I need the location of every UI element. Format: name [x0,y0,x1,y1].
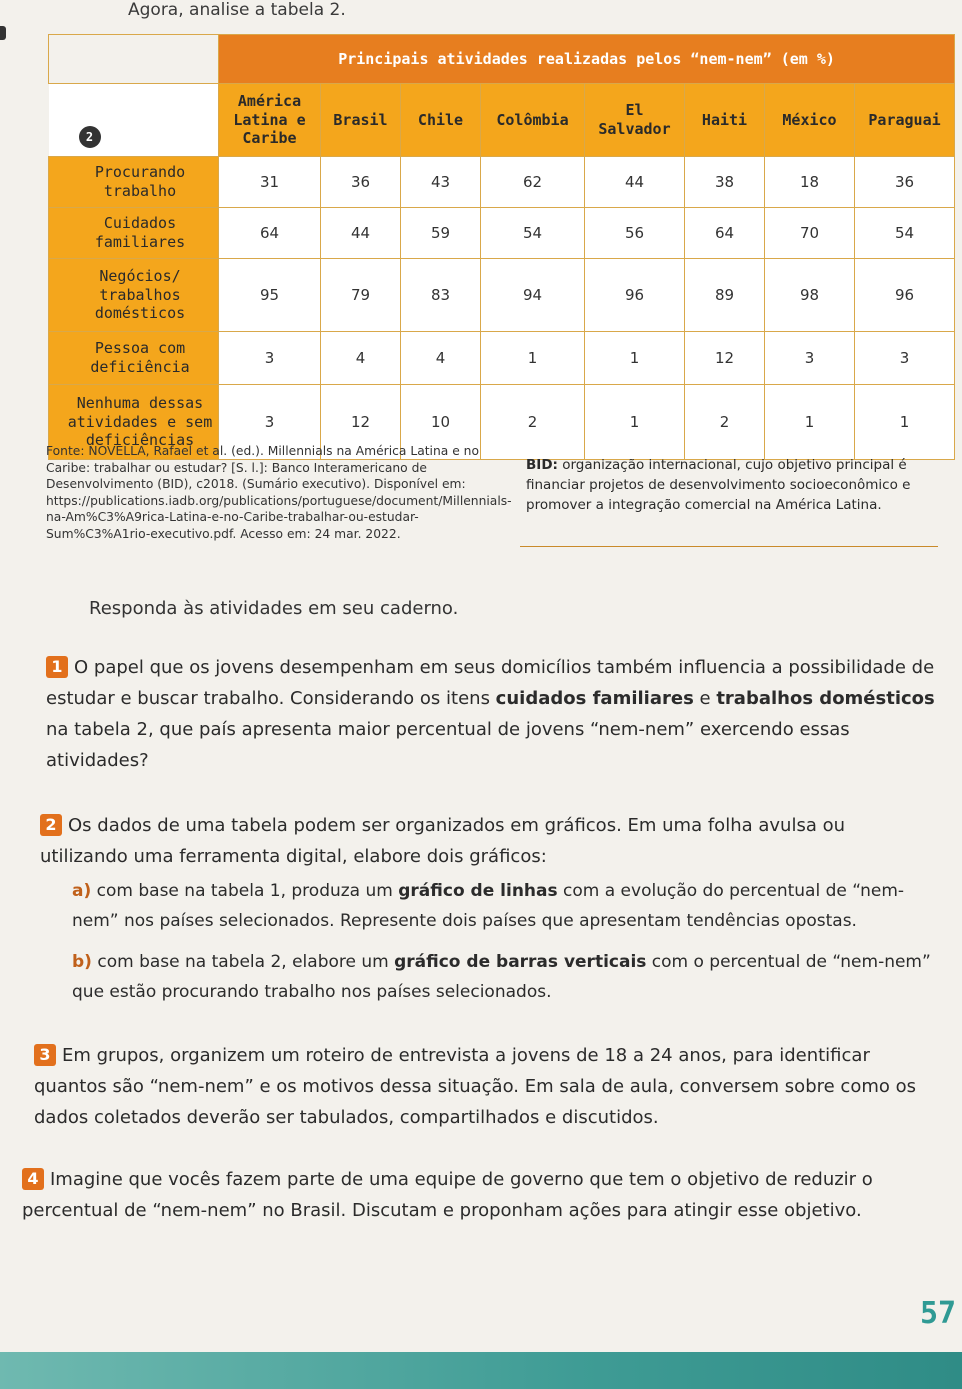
table-cell: 43 [401,157,481,208]
col-header: El Salvador [585,84,685,157]
col-header: Brasil [321,84,401,157]
question-text: e [693,688,717,709]
table-cell: 1 [481,332,585,385]
question-text: Em grupos, organizem um roteiro de entrevista a jovens de 18 a 24 anos, para identificar quantos são “nem-nem” e os motivos dessa situação. Em sala de aula, conversem sobre como os dados coletados deverão ser tabulados, compartilhados e discutidos. [34,1045,916,1128]
table-cell: 56 [585,208,685,259]
bid-glossary-note [526,455,936,515]
question-number-badge: 3 [34,1044,56,1066]
table-cell: 3 [219,332,321,385]
table-cell: 1 [765,385,855,460]
table-cell: 10 [401,385,481,460]
col-header: América Latina e Caribe [219,84,321,157]
table-cell: 89 [685,259,765,332]
table-cell: 36 [855,157,955,208]
table-cell: 1 [585,385,685,460]
col-header: Paraguai [855,84,955,157]
row-header: Pessoa com deficiência [49,332,219,385]
question-text: com a evolução do percentual de “nem-nem” nos países selecionados. Represente dois países que apresentam tendências opostas. [72,881,905,931]
glossary-divider [520,546,938,547]
table-2 [48,34,954,460]
data-table [48,34,955,460]
question-4 [22,1164,950,1226]
question-2b [72,947,940,1007]
question-text: com base na tabela 1, produza um [91,881,399,901]
question-text: Imagine que vocês fazem parte de uma equipe de governo que tem o objetivo de reduzir o percentual de “nem-nem” no Brasil. Discutam e proponham ações para atingir esse objetivo. [22,1169,873,1221]
table-cell: 4 [321,332,401,385]
table-number-badge: 2 [79,126,101,148]
table-cell: 62 [481,157,585,208]
question-keyword: gráfico de linhas [398,881,558,901]
table-source: Fonte: NOVELLA, Rafael et al. (ed.). Millennials na América Latina e no Caribe: trabalhar ou estudar? [S. l.]: Banco Interamericano de Desenvolvimento (BID), c2018. (Sumário executivo). Disponível em: https://publications.iadb.org/publications/portuguese/document/Millennials-na-Am%C3%A9rica-Latina-e-no-Caribe-trabalhar-ou-estudar-Sum%C3%A1rio-executivo.pdf. Acesso em: 24 mar. 2022. [46,444,512,541]
table-row [49,259,955,332]
question-text: na tabela 2, que país apresenta maior percentual de jovens “nem-nem” exercendo essas atividades? [46,719,850,771]
table-cell: 64 [219,208,321,259]
table-cell: 3 [855,332,955,385]
table-cell: 3 [765,332,855,385]
table-cell: 36 [321,157,401,208]
instructions: Responda às atividades em seu caderno. [89,598,459,619]
col-header: México [765,84,855,157]
table-cell: 44 [585,157,685,208]
table-cell: 3 [219,385,321,460]
table-row [49,208,955,259]
table-cell: 79 [321,259,401,332]
question-number-badge: 2 [40,814,62,836]
table-cell: 95 [219,259,321,332]
question-number-badge: 1 [46,656,68,678]
question-text: O papel que os jovens desempenham em seus domicílios também influencia a possibilidade de estudar e buscar trabalho. Considerando os itens [46,657,935,709]
table-cell: 2 [685,385,765,460]
table-cell: 96 [585,259,685,332]
table-cell: 54 [855,208,955,259]
glossary-term: BID: [526,457,558,473]
table-cell: 1 [585,332,685,385]
question-2 [40,810,938,872]
table-cell: 2 [481,385,585,460]
row-header: Procurando trabalho [49,157,219,208]
table-cell: 18 [765,157,855,208]
table-cell: 1 [855,385,955,460]
table-cell: 12 [685,332,765,385]
table-row [49,332,955,385]
col-header: Chile [401,84,481,157]
question-2a [72,876,940,936]
col-header: Colômbia [481,84,585,157]
intro-text: Agora, analise a tabela 2. [128,0,346,20]
table-cell: 38 [685,157,765,208]
row-header: Nenhuma dessas atividades e sem deficiências [49,385,219,460]
table-cell: 44 [321,208,401,259]
table-cell: 4 [401,332,481,385]
table-cell: 31 [219,157,321,208]
question-text: Os dados de uma tabela podem ser organizados em gráficos. Em uma folha avulsa ou utilizando uma ferramenta digital, elabore dois gráficos: [40,815,845,867]
table-cell: 98 [765,259,855,332]
row-header: Cuidados familiares [49,208,219,259]
row-header: Negócios/ trabalhos domésticos [49,259,219,332]
table-title: Principais atividades realizadas pelos “nem-nem” (em %) [219,35,955,84]
question-1 [46,652,938,776]
table-row [49,157,955,208]
question-number-badge: 4 [22,1168,44,1190]
item-letter: b) [72,952,92,972]
page-number: 57 [920,1296,957,1331]
question-3 [34,1040,946,1133]
table-corner [49,84,219,157]
glossary-definition: organização internacional, cujo objetivo principal é financiar projetos de desenvolvimento socioeconômico e promover a integração comercial na América Latina. [526,457,911,513]
question-keyword: cuidados familiares [495,688,694,709]
table-cell: 83 [401,259,481,332]
question-text: com base na tabela 2, elabore um [91,952,395,972]
table-cell: 54 [481,208,585,259]
table-cell: 12 [321,385,401,460]
table-cell: 59 [401,208,481,259]
question-keyword: gráfico de barras verticais [394,952,647,972]
table-cell: 70 [765,208,855,259]
question-text: com o percentual de “nem-nem” que estão procurando trabalho nos países selecionados. [72,952,931,1002]
table-cell: 94 [481,259,585,332]
page-footer-strip [0,1352,962,1389]
col-header: Haiti [685,84,765,157]
item-letter: a) [72,881,92,901]
table-cell: 96 [855,259,955,332]
question-keyword: trabalhos domésticos [716,688,935,709]
page-edge-mark [0,26,6,40]
table-cell: 64 [685,208,765,259]
